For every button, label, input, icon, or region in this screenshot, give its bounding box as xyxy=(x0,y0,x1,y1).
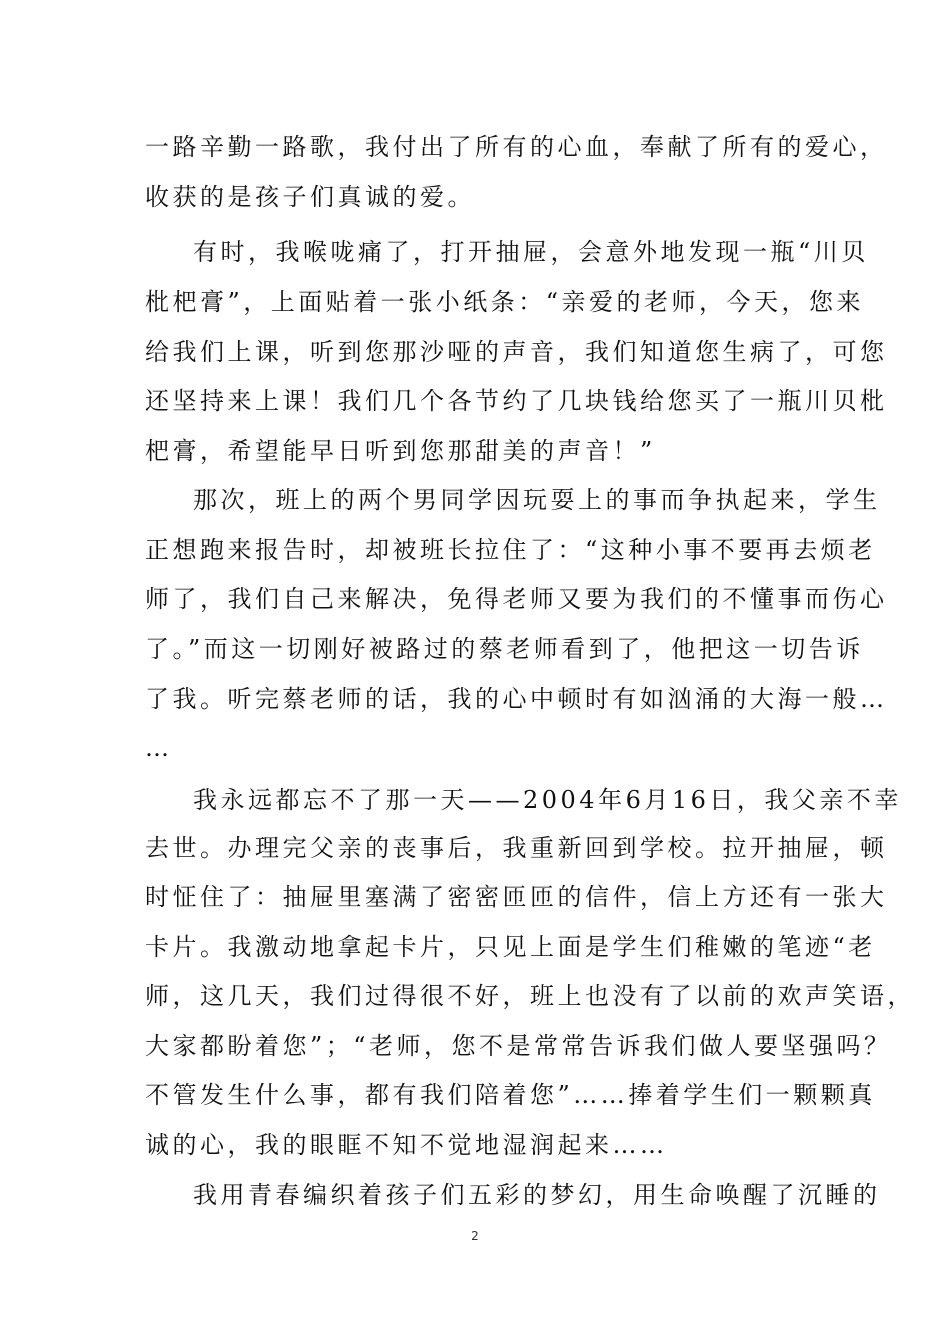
paragraph-line: 一路辛勤一路歌，我付出了所有的心血，奉献了所有的爱心， xyxy=(145,133,888,161)
paragraph-line: 师了，我们自己来解决，免得老师又要为我们的不懂事而伤心 xyxy=(145,585,888,613)
page-number: 2 xyxy=(471,1229,479,1243)
paragraph-line: 了我。听完蔡老师的话，我的心中顿时有如汹涌的大海一般… xyxy=(145,685,888,713)
paragraph-line: 那次，班上的两个男同学因玩耍上的事而争执起来，学生 xyxy=(193,486,881,514)
paragraph-line: 给我们上课，听到您那沙哑的声音，我们知道您生病了，可您 xyxy=(145,338,888,366)
paragraph-line: 收获的是孩子们真诚的爱。 xyxy=(145,183,475,211)
paragraph-line: 了。”而这一切刚好被路过的蔡老师看到了，他把这一切告诉 xyxy=(145,635,864,663)
paragraph-line: 去世。办理完父亲的丧事后，我重新回到学校。拉开抽屉，顿 xyxy=(145,834,888,862)
paragraph-line: 大家都盼着您”；“老师，您不是常常告诉我们做人要坚强吗？ xyxy=(145,1032,892,1060)
paragraph-line: 诚的心，我的眼眶不知不觉地湿润起来…… xyxy=(145,1131,668,1159)
paragraph-line: 我永远都忘不了那一天——2004年6月16日，我父亲不幸 xyxy=(193,786,902,814)
paragraph-line: 还坚持来上课！我们几个各节约了几块钱给您买了一瓶川贝枇 xyxy=(145,387,888,415)
paragraph-line: 正想跑来报告时，却被班长拉住了：“这种小事不要再去烦老 xyxy=(145,536,876,564)
paragraph-line: 杷膏，希望能早日听到您那甜美的声音！” xyxy=(145,437,656,465)
paragraph-line: 卡片。我激动地拿起卡片，只见上面是学生们稚嫩的笔迹“老 xyxy=(145,933,876,961)
paragraph-line: 枇杷膏”，上面贴着一张小纸条：“亲爱的老师，今天，您来 xyxy=(145,288,865,316)
paragraph-line: 我用青春编织着孩子们五彩的梦幻，用生命唤醒了沉睡的 xyxy=(193,1181,881,1209)
paragraph-line: 师，这几天，我们过得很不好，班上也没有了以前的欢声笑语， xyxy=(145,982,915,1010)
paragraph-line: … xyxy=(145,734,173,762)
paragraph-line: 不管发生什么事，都有我们陪着您”……捧着学生们一颗颗真 xyxy=(145,1081,876,1109)
paragraph-line: 时怔住了：抽屉里塞满了密密匝匝的信件，信上方还有一张大 xyxy=(145,883,888,911)
paragraph-line: 有时，我喉咙痛了，打开抽屉，会意外地发现一瓶“川贝 xyxy=(193,238,869,266)
